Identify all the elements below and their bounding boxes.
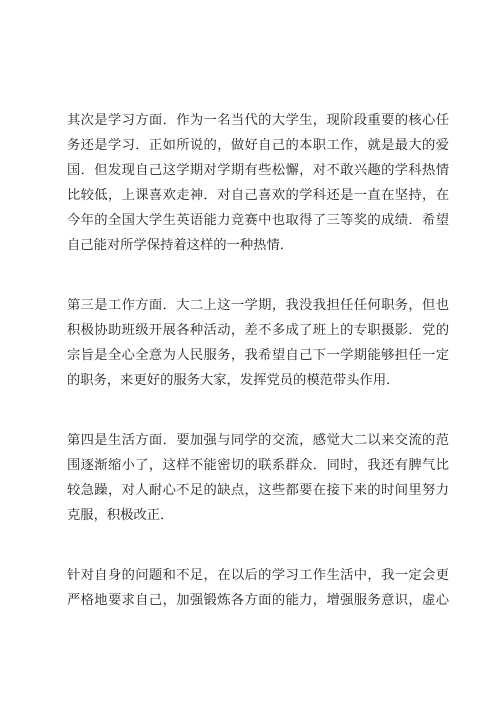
text-line: 第四是生活方面．要加强与同学的交流，感觉大二以来交流的范 (67, 433, 449, 448)
paragraph-study (67, 108, 449, 258)
document-body (67, 108, 449, 613)
text-line: 积极协助班级开展各种活动，差不多成了班上的专职摄影．党的 (67, 323, 449, 338)
paragraph-improvement (67, 563, 449, 613)
text-line: 其次是学习方面．作为一名当代的大学生，现阶段重要的核心任 (67, 113, 449, 128)
text-line: 严格地要求自己，加强锻炼各方面的能力，增强服务意识，虚心 (67, 593, 449, 608)
text-line: 克服，积极改正． (67, 508, 174, 523)
text-line: 国．但发现自己这学期对学期有些松懈，对不敢兴趣的学科热情 (67, 163, 449, 178)
text-line: 的职务，来更好的服务大家，发挥党员的模范带头作用． (67, 373, 400, 388)
text-line: 比较低，上课喜欢走神．对自己喜欢的学科还是一直在坚持，在 (67, 188, 449, 203)
text-line: 较急躁，对人耐心不足的缺点，这些都要在接下来的时间里努力 (67, 483, 449, 498)
text-line: 务还是学习．正如所说的，做好自己的本职工作，就是最大的爱 (67, 138, 449, 153)
paragraph-work (67, 293, 449, 393)
paragraph-life (67, 428, 449, 528)
text-line: 围逐渐缩小了，这样不能密切的联系群众．同时，我还有脾气比 (67, 458, 449, 473)
text-line: 今年的全国大学生英语能力竞赛中也取得了三等奖的成绩．希望 (67, 213, 449, 228)
text-line: 针对自身的问题和不足，在以后的学习工作生活中，我一定会更 (67, 568, 449, 583)
text-line: 宗旨是全心全意为人民服务，我希望自己下一学期能够担任一定 (67, 348, 449, 363)
text-line: 自己能对所学保持着这样的一种热情． (67, 238, 294, 253)
text-line: 第三是工作方面．大二上这一学期，我没我担任任何职务，但也 (67, 298, 449, 313)
